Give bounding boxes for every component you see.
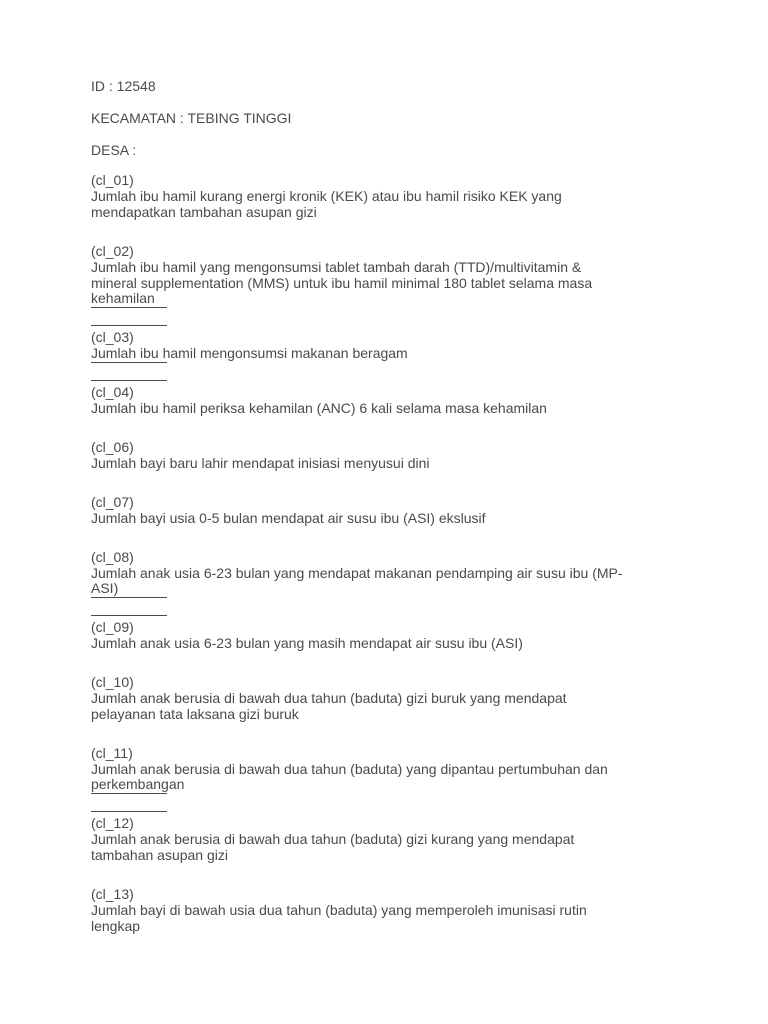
item-code: (cl_01) — [91, 172, 134, 188]
divider — [91, 811, 167, 812]
item-text: Jumlah anak berusia di bawah dua tahun (baduta) gizi kurang yang mendapat — [91, 831, 575, 847]
item-text: Jumlah anak berusia di bawah dua tahun (baduta) yang dipantau pertumbuhan dan — [91, 761, 608, 777]
item-text: Jumlah anak berusia di bawah dua tahun (baduta) gizi buruk yang mendapat — [91, 690, 567, 706]
item-code: (cl_07) — [91, 494, 134, 510]
item-text: perkembangan — [91, 776, 185, 792]
item-text: tambahan asupan gizi — [91, 847, 228, 863]
divider — [91, 307, 167, 308]
item-text: Jumlah ibu hamil mengonsumsi makanan beragam — [91, 345, 408, 361]
divider — [91, 325, 167, 326]
item-text: Jumlah anak usia 6-23 bulan yang masih mendapat air susu ibu (ASI) — [91, 635, 523, 651]
item-code: (cl_13) — [91, 886, 134, 902]
divider — [91, 615, 167, 616]
item-text: ASI) — [91, 580, 119, 596]
item-text: Jumlah bayi baru lahir mendapat inisiasi menyusui dini — [91, 455, 430, 471]
item-text: Jumlah ibu hamil yang mengonsumsi tablet tambah darah (TTD)/multivitamin & — [91, 259, 582, 275]
item-text: Jumlah ibu hamil kurang energi kronik (KEK) atau ibu hamil risiko KEK yang — [91, 188, 562, 204]
desa-line: DESA : — [91, 142, 137, 158]
item-code: (cl_11) — [91, 745, 133, 761]
item-code: (cl_08) — [91, 549, 134, 565]
item-text: lengkap — [91, 918, 141, 934]
divider — [91, 597, 167, 598]
kecamatan-line: KECAMATAN : TEBING TINGGI — [91, 110, 292, 126]
item-code: (cl_09) — [91, 619, 134, 635]
divider — [91, 793, 167, 794]
item-text: Jumlah bayi usia 0-5 bulan mendapat air susu ibu (ASI) ekslusif — [91, 510, 486, 526]
item-text: Jumlah anak usia 6-23 bulan yang mendapat makanan pendamping air susu ibu (MP- — [91, 565, 623, 581]
item-text: pelayanan tata laksana gizi buruk — [91, 706, 299, 722]
item-code: (cl_03) — [91, 329, 134, 345]
item-text: kehamilan — [91, 290, 155, 306]
item-text: Jumlah bayi di bawah usia dua tahun (baduta) yang memperoleh imunisasi rutin — [91, 902, 587, 918]
item-code: (cl_02) — [91, 243, 134, 259]
item-code: (cl_12) — [91, 815, 134, 831]
divider — [91, 362, 167, 363]
item-text: mineral supplementation (MMS) untuk ibu hamil minimal 180 tablet selama masa — [91, 275, 593, 291]
item-text: Jumlah ibu hamil periksa kehamilan (ANC) 6 kali selama masa kehamilan — [91, 400, 547, 416]
divider — [91, 380, 167, 381]
item-code: (cl_06) — [91, 439, 134, 455]
item-code: (cl_04) — [91, 384, 134, 400]
item-code: (cl_10) — [91, 674, 134, 690]
item-text: mendapatkan tambahan asupan gizi — [91, 204, 317, 220]
id-line: ID : 12548 — [91, 78, 156, 94]
